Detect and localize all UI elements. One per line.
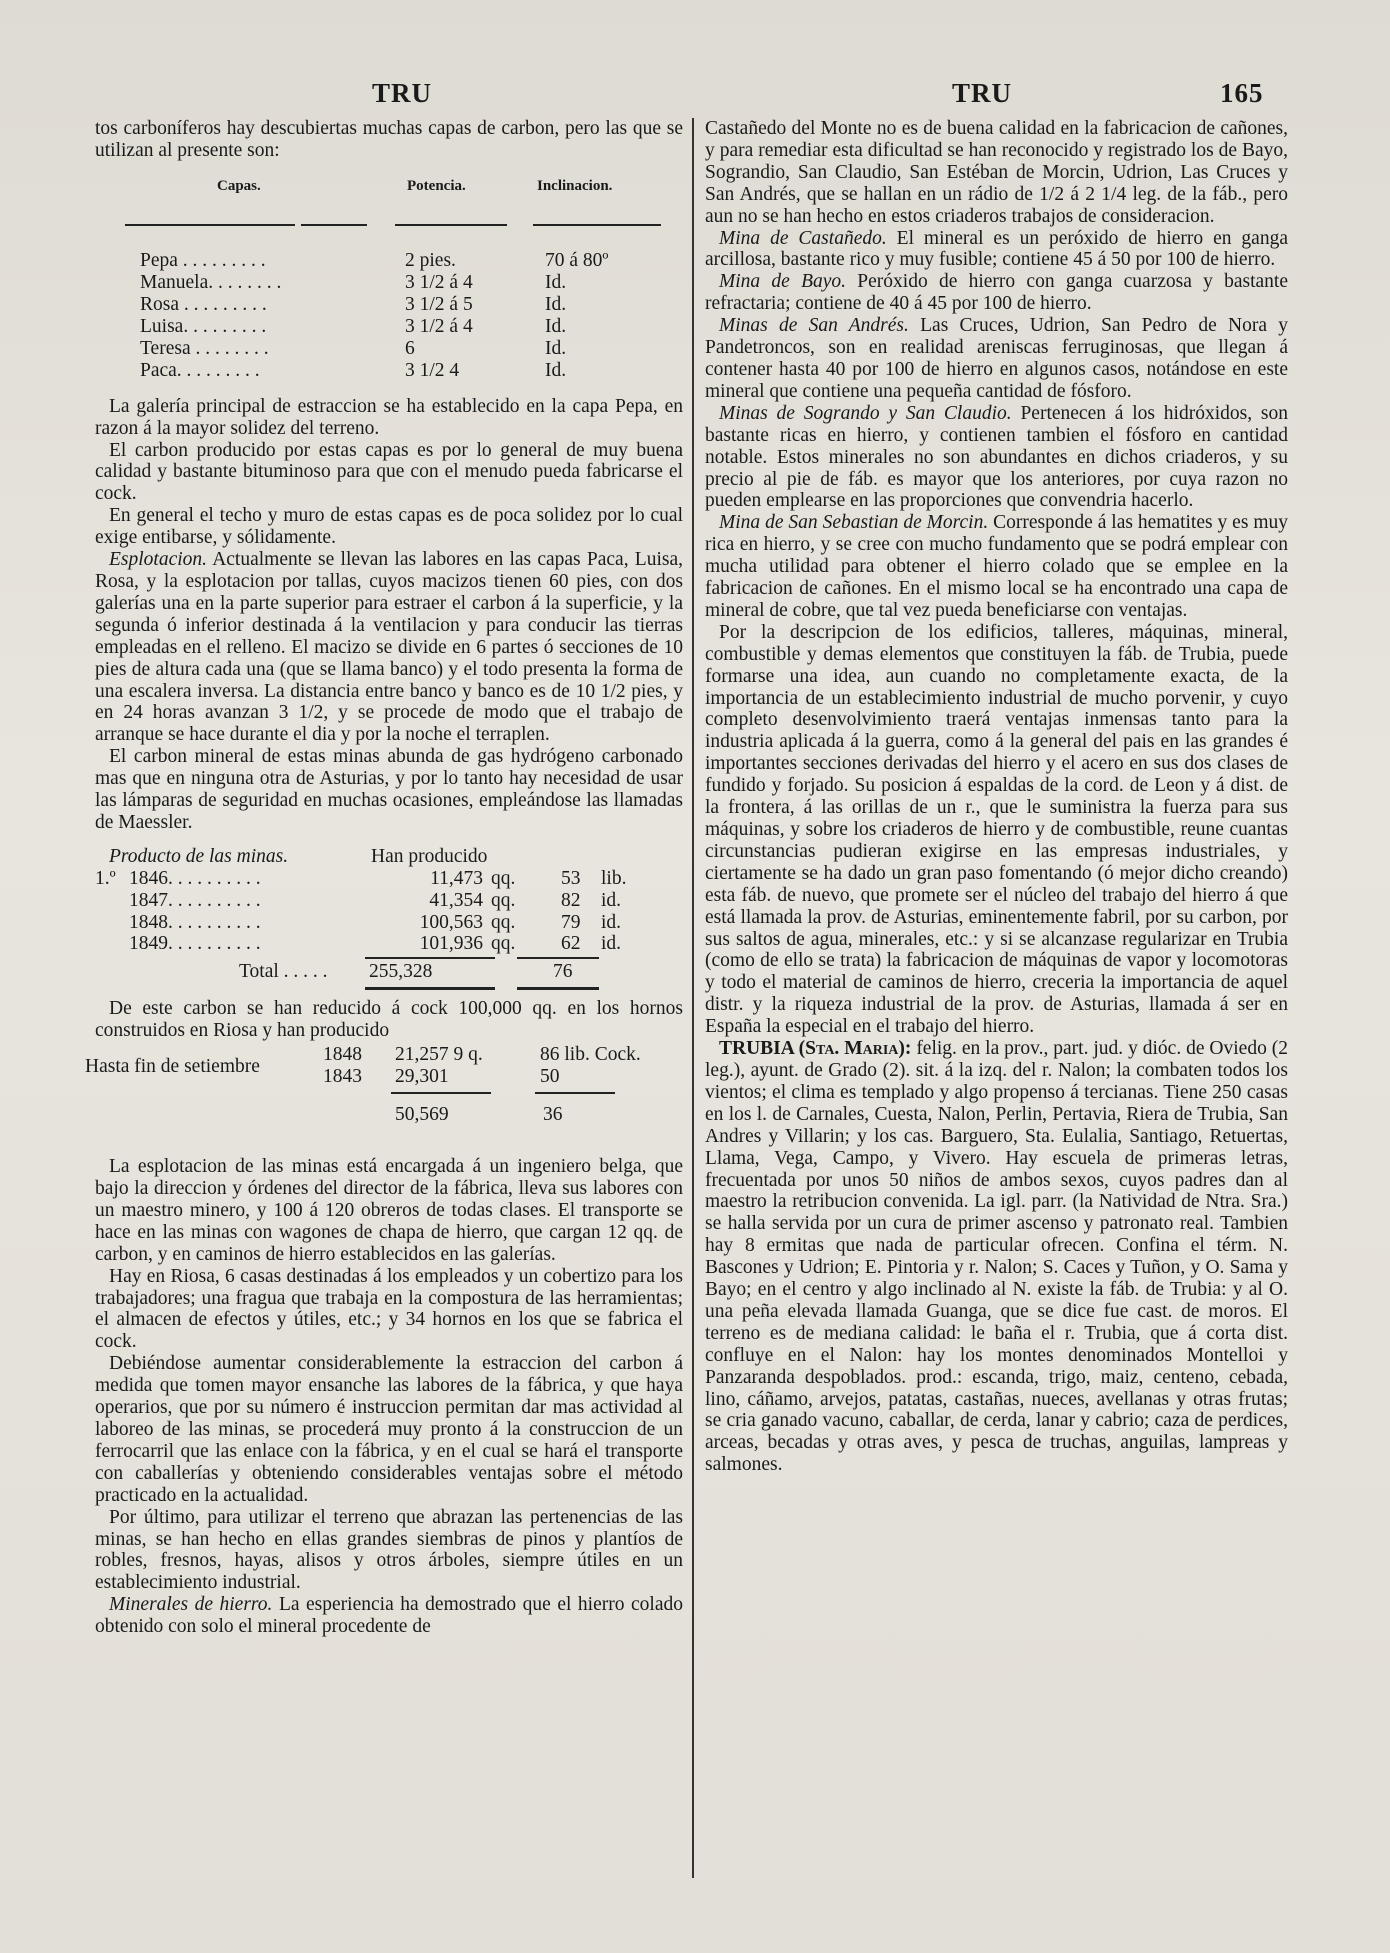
paragraph-trubia-entry [705,1038,1288,1476]
capa-power: 3 1/2 4 [405,359,460,381]
capa-row [140,272,683,294]
minerales-text: La esperiencia ha demostrado que el hierro colado obtenido con solo el mineral procedente de [95,1594,683,1638]
paragraph-galeria: La galería principal de estraccion se ha establecido en la capa Pepa, en razon á la mayor solidez del terreno. [95,395,683,439]
hasta-year-1: 1848 [323,1044,362,1066]
paragraph-castanedo-monte: Castañedo del Monte no es de buena calidad en la fabricacion de cañones, y para remediar esta dificultad se han reconocido y registrado los de Bayo, Sograndio, San Claudio, San Estéban de Morcin, Udrion, Las Cruces y San Andrés, que se hallan en un rádio de 1/2 á 2 1/4 leg. de la fáb., pero aun no se han hecho en estos criaderos trabajos de consideracion. [705,118,1288,227]
capa-inclination: Id. [545,337,567,359]
paragraph-esplotacion-minas: La esplotacion de las minas está encargada á un ingeniero belga, que bajo la direccion y órdenes del director de la fábrica, lleva sus labores con un maestro minero, y 100 á 120 obreros de todas clases. El transporte se hace en las minas con wagones de chapa de hierro, que cargan 12 qq. de carbon, y en caminos de hierro establecidos en las galerías. [95,1156,683,1265]
producto-year: 1848. . . . . . . . . . [129,911,261,933]
san-sebastian-heading: Mina de San Sebastian de Morcin. [719,512,989,534]
producto-qq: 41,354 [429,889,483,911]
capa-inclination: Id. [545,271,567,293]
producto-col-header: Han producido [371,845,488,867]
mina-bayo-heading: Mina de Bayo. [719,271,847,293]
capa-power: 3 1/2 á 4 [405,315,473,337]
paragraph-mina-castanedo [705,228,1288,272]
sogrando-text: Pertenecen á los hidróxidos, son bastante ricas en hierro, y contienen tambien el fósforo en cantidad notable. Estos minerales no son abundantes en dichos criaderos, y su precio al pie de fáb. es mayor que los anteriores, por cuya razon no pueden emplearse en las proporciones que convendria hacerlo. [705,402,1288,512]
esplotacion-text: Actualmente se llevan las labores en las capas Paca, Luisa, Rosa, y la esplotacion por tallas, cuyos macizos tienen 60 pies, con dos galerías una en la parte superior para estraer el carbon á la superficie, y la segunda ó inferior destinada á la ventilacion y para conducir las tierras empleadas en el relleno. El macizo se divide en 6 partes ó secciones de 10 pies de altura cada una (que se llama banco) y el todo presenta la forma de una escalera inversa. La distancia entre banco y banco es de 10 1/2 pies, y en 24 horas avanzan 3 1/2, y se procede de modo que el trabajo de arranque se hace durante el dia y por la noche el terraplen. [95,549,683,746]
running-head-right: TRU [952,78,1013,108]
capa-inclination: Id. [545,315,567,337]
minerales-heading: Minerales de hierro. [109,1594,273,1616]
producto-lb-unit: id. [601,933,622,955]
header-rules [125,224,683,226]
paragraph-minerales [95,1594,683,1638]
producto-year: 1846. . . . . . . . . . [129,867,261,889]
producto-lb: 82 [561,889,581,911]
san-sebastian-text: Corresponde á las hematites y es muy rica en hierro, y se cree con mucho fundamento que se podrá emplear con mucha utilidad para obtener el hierro colado que se emplee en la fabricacion de cañones. En el mismo local se ha encontrado una capa de mineral de cobre, que tal vez pueda beneficiarse con ventajas. [705,512,1288,621]
hasta-value-1: 21,257 9 q. [395,1044,483,1066]
paragraph-riosa: Hay en Riosa, 6 casas destinadas á los empleados y un cobertizo para los trabajadores; una fragua que trabaja en la compostura de las herramientas; el almacen de efectos y útiles, etc.; y 34 hornos en los que se fabrica el cock. [95,1265,683,1353]
hasta-total-value: 50,569 [395,1104,449,1126]
mina-castanedo-heading: Mina de Castañedo. [719,227,887,249]
hasta-lb-2: 50 [540,1066,560,1088]
producto-table [95,846,683,990]
capa-row [140,338,683,360]
total-lb: 76 [553,961,573,983]
producto-qq-unit: qq. [491,867,516,889]
paragraph-terreno: Por último, para utilizar el terreno que abrazan las pertenencias de las minas, se han hecho en ellas grandes siembras de pinos y plantíos de robles, fresnos, hayas, alisos y otros árboles, siempre útiles en un establecimiento industrial. [95,1506,683,1594]
trubia-heading: TRUBIA (Sta. Maria): [719,1038,912,1060]
producto-qq-unit: qq. [491,889,516,911]
san-andres-heading: Minas de San Andrés. [719,315,909,337]
producto-qq: 101,936 [419,933,483,955]
page-number: 165 [1220,78,1264,108]
paragraph-gas: El carbon mineral de estas minas abunda de gas hydrógeno carbonado mas que en ninguna otra de Asturias, y por lo tanto hay necesidad de usar las lámparas de seguridad en muchas ocasiones, empleándose las llamadas de Maessler. [95,746,683,833]
capas-table [95,176,683,382]
capa-power: 3 1/2 á 5 [405,293,473,315]
header-inclinacion: Inclinacion. [537,177,613,194]
mina-castanedo-text: El mineral es un peróxido de hierro en ganga arcillosa, bastante rico y muy fusible; contiene 45 á 50 por 100 de hierro. [705,227,1288,271]
paragraph-ferrocarril: Debiéndose aumentar considerablemente la estraccion del carbon á medida que tomen mayor ensanche las labores de la fábrica, y que haya operarios, que por su número é instruccion permitan dar mas actividad al laboreo de las minas, se procederá muy pronto á la construccion de un ferrocarril que las enlace con la fábrica, y en el cual se hará el transporte con caballerías y obteniendo considerables ventajas sobre el método practicado en la actualidad. [95,1353,683,1506]
producto-qq: 100,563 [419,911,483,933]
hasta-total-lb: 36 [543,1104,563,1126]
paragraph-esplotacion [95,549,683,746]
producto-qq-unit: qq. [491,911,516,933]
producto-lb: 62 [561,933,581,955]
producto-title: Producto de las minas. [109,845,289,867]
producto-row [95,868,683,890]
producto-lb-unit: id. [601,911,622,933]
producto-row [95,933,683,955]
paragraph-mina-san-sebastian [705,512,1288,622]
paragraph-mina-bayo [705,271,1288,315]
producto-year: 1849. . . . . . . . . . [129,933,261,955]
capa-power: 3 1/2 á 4 [405,271,473,293]
paragraph-techo: En general el techo y muro de estas capas es de poca solidez por lo cual exige entibarse, y sólidamente. [95,505,683,549]
capa-inclination: Id. [545,359,567,381]
capa-inclination: Id. [545,293,567,315]
hasta-label: Hasta fin de setiembre [85,1056,260,1078]
capa-name: Pepa . . . . . . . . . [140,249,266,271]
sogrando-heading: Minas de Sogrando y San Claudio. [719,402,1012,424]
hasta-rule-1 [391,1092,491,1094]
producto-bottom-rules [95,987,683,990]
paragraph-descripcion: Por la descripcion de los edificios, talleres, máquinas, mineral, combustible y demas elementos que constituyen la fáb. de Trubia, puede formarse una idea, aun cuando no completamente exacta, de la importancia de un establecimiento industrial de mucho porvenir, y cuyo completo desenvolvimiento traerá ventajas inmensas tanto para la industria aplicada á la guerra, como á la general del pais en las grandes é importantes secciones derivadas del hierro y el acero en sus dos clases de fundido y forjado. Su posicion á espaldas de la cord. de Leon y á dist. de la frontera, á las orillas de un r., que le suministra la fuerza para sus máquinas, y sobre los criaderos de hierro y de combustible, reune cuantas circunstancias pudieran exigirse en las empresas industriales, y ciertamente se ha dado un gran paso fomentando (ó mejor dicho creando) esta fáb. de nuevo, que promete ser el núcleo del trabajo del hierro á que está llamada la prov. de Asturias, eminentemente fabril, por su carbon, por sus saltos de agua, minerales, etc.: y si se alcanzase regularizar en Trubia (como de ello se trata) la fabricacion de máquinas de vapor y locomotoras y todo el material de caminos de hierro, creceria la importancia de aquel distr. y la riqueza industrial de la prov. de Asturias, llamada á ser en España la especial en el trabajo del hierro. [705,621,1288,1038]
header-potencia: Potencia. [407,177,466,194]
capa-row [140,316,683,338]
capa-name: Paca. . . . . . . . . [140,359,260,381]
intro-paragraph: tos carboníferos hay descubiertas muchas capas de carbon, pero las que se utilizan al presente son: [95,118,683,161]
running-head-left: TRU [372,78,433,108]
paragraph-minas-san-andres [705,315,1288,403]
total-label: Total . . . . . [239,961,328,983]
paragraph-cock: De este carbon se han reducido á cock 100,000 qq. en los hornos construidos en Riosa y han producido [95,998,683,1042]
producto-row [95,890,683,912]
capa-row [140,294,683,316]
column-divider [692,118,694,1878]
producto-total-row [95,961,683,983]
hasta-lb-1: 86 lib. Cock. [540,1044,641,1066]
san-andres-text: Las Cruces, Udrion, San Pedro de Nora y Pandetroncos, son en realidad areniscas ferruginosas, que llegan á contener hasta 40 por 100 de hierro en algunos casos, notándose en este mineral que contiene una pequeña cantidad de fósforo. [705,315,1289,402]
capa-name: Manuela. . . . . . . . [140,271,282,293]
capa-name: Luisa. . . . . . . . . [140,315,267,337]
producto-year: 1847. . . . . . . . . . [129,889,261,911]
producto-qq-unit: qq. [491,933,516,955]
producto-lb: 79 [561,911,581,933]
paragraph-carbon-calidad: El carbon producido por estas capas es por lo general de muy buena calidad y bastante bituminoso para que con el menudo pueda fabricarse el cock. [95,439,683,505]
hasta-table [85,1044,683,1130]
capa-row [140,250,683,272]
header-capas: Capas. [217,177,261,194]
capa-name: Rosa . . . . . . . . . [140,293,267,315]
capa-inclination: 70 á 80º [545,249,609,271]
producto-qq: 11,473 [430,867,483,889]
left-column [85,118,683,1638]
producto-total-rules [95,957,683,959]
total-qq: 255,328 [369,961,433,983]
capa-name: Teresa . . . . . . . . [140,337,269,359]
producto-row [95,912,683,934]
esplotacion-heading: Esplotacion. [109,549,208,571]
paragraph-minas-sogrando [705,403,1288,513]
right-column [705,118,1288,1476]
producto-lb-unit: id. [601,889,622,911]
producto-first-prefix: 1.º [95,867,116,889]
mina-bayo-text: Peróxido de hierro con ganga cuarzosa y bastante refractaria; contiene de 40 á 45 por 100 de hierro. [705,271,1289,315]
hasta-value-2: 29,301 [395,1066,449,1088]
producto-lb-unit: lib. [601,867,627,889]
hasta-year-2: 1843 [323,1066,362,1088]
hasta-rule-2 [535,1092,615,1094]
trubia-text: felig. en la prov., part. jud. y dióc. de Oviedo (2 leg.), ayunt. de Grado (2). sit. á la izq. del r. Nalon; la combaten todos los vientos; el clima es templado y algo propenso á tercianas. Tiene 250 casas en los l. de Carnales, Cuesta, Nalon, Perlin, Pertavia, Riera de Trubia, San Andres y Villarin; y los cas. Barguero, Sta. Eulalia, Santiago, Retuertas, Llama, Vega, Campo, y Vivero. Hay escuela de primeras letras, frecuentada por unos 50 niños de ambos sexos, cuyos padres dan al maestro la retribucion convenida. La igl. parr. (la Natividad de Ntra. Sra.) se halla servida por un cura de primer ascenso y patronato real. Tambien hay 8 ermitas que nada de particular ofrecen. Confina el térm. N. Bascones y Udrion; E. Pintoria y r. Nalon; S. Caces y Tuñon, y O. Sama y Bayo; en el centro y algo inclinado al N. existe la fáb. de Trubia: y al O. una peña elevada llamada Guanga, que se dice fue cast. de moros. El terreno es de mediana calidad: le baña el r. Trubia, que á corta dist. confluye en el Nalon: hay los montes denominados Montelloi y Panzaranda despoblados. prod.: escanda, trigo, maiz, centeno, cebada, lino, cáñamo, arvejos, patatas, castañas, nueces, avellanas y otras frutas; se cria ganado vacuno, caballar, de cerda, lanar y cabrio; caza de perdices, arceas, becadas y otras aves, y pesca de truchas, anguilas, lampreas y salmones. [705,1038,1288,1476]
capa-power: 2 pies. [405,249,456,271]
producto-lb: 53 [561,867,581,889]
capa-row [140,360,683,382]
capa-power: 6 [405,337,415,359]
